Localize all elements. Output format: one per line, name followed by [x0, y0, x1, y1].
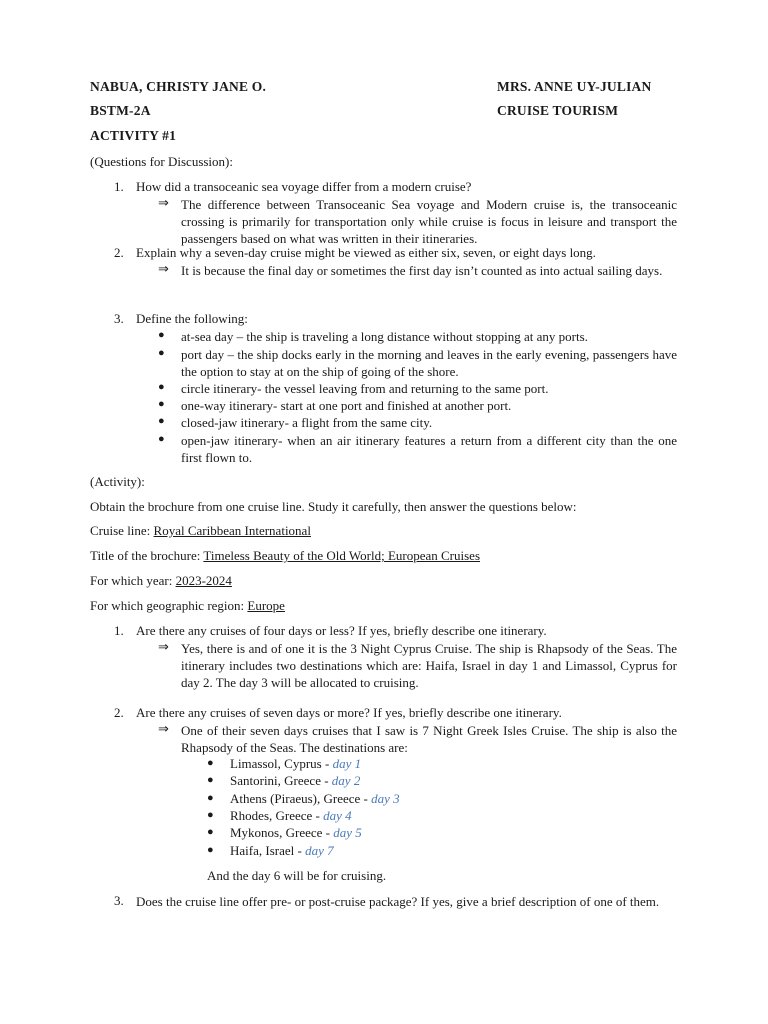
discussion-heading: (Questions for Discussion):: [90, 154, 233, 169]
arrow-icon: ⇒: [158, 722, 169, 737]
destination-item: Santorini, Greece - day 2: [230, 773, 361, 788]
activity-title: ACTIVITY #1: [90, 128, 177, 143]
bullet-icon: ●: [158, 433, 165, 445]
section: BSTM-2A: [90, 103, 151, 118]
activity-answer-1: Yes, there is and of one it is the 3 Night Cyprus Cruise. The ship is Rhapsody of the Seas. The itinerary includes two destinations which are: Haifa, Israel in day 1 and Limassol, Cyprus for day 2. The day 3 will be allocated to cruising.: [181, 641, 677, 690]
destination-item: Rhodes, Greece - day 4: [230, 808, 352, 823]
region-label: For which geographic region:: [90, 598, 248, 613]
definition-item: closed-jaw itinerary- a flight from the same city.: [181, 415, 433, 430]
region-row: [90, 598, 285, 614]
activity-question-3: Does the cruise line offer pre- or post-cruise package? If yes, give a brief description of one of them.: [136, 894, 660, 909]
activity-answer-2: One of their seven days cruises that I saw is 7 Night Greek Isles Cruise. The ship is also the Rhapsody of the Seas. The destinations are:: [181, 723, 677, 755]
bullet-icon: ●: [158, 329, 165, 341]
bullet-icon: ●: [207, 826, 214, 838]
bullet-icon: ●: [158, 415, 165, 427]
activity-question-1: Are there any cruises of four days or less? If yes, briefly describe one itinerary.: [136, 623, 547, 638]
cruising-note: And the day 6 will be for cruising.: [207, 868, 387, 883]
bullet-icon: ●: [207, 844, 214, 856]
arrow-icon: ⇒: [158, 640, 169, 655]
definition-item: open-jaw itinerary- when an air itinerary features a return from a different city than the one first flown to.: [181, 433, 677, 465]
bullet-icon: ●: [207, 809, 214, 821]
bullet-icon: ●: [207, 792, 214, 804]
bullet-icon: ●: [207, 774, 214, 786]
destination-item: Athens (Piraeus), Greece - day 3: [230, 791, 400, 806]
discussion-question-3: Define the following:: [136, 311, 248, 326]
brochure-row: [90, 548, 480, 564]
destination-item: Limassol, Cyprus - day 1: [230, 756, 362, 771]
discussion-answer-2: It is because the final day or sometimes the first day isn’t counted as into actual sailing days.: [181, 263, 663, 278]
bullet-icon: ●: [158, 398, 165, 410]
bullet-icon: ●: [207, 757, 214, 769]
activity-heading: (Activity):: [90, 474, 145, 489]
arrow-icon: ⇒: [158, 262, 169, 277]
question-number: 2.: [114, 705, 124, 720]
question-number: 2.: [114, 245, 124, 260]
question-number: 1.: [114, 623, 124, 638]
destination-item: Haifa, Israel - day 7: [230, 843, 334, 858]
bullet-icon: ●: [158, 381, 165, 393]
discussion-question-2: Explain why a seven-day cruise might be viewed as either six, seven, or eight days long.: [136, 245, 596, 260]
arrow-icon: ⇒: [158, 196, 169, 211]
question-number: 3.: [114, 311, 124, 326]
activity-question-2: Are there any cruises of seven days or more? If yes, briefly describe one itinerary.: [136, 705, 562, 720]
bullet-icon: ●: [158, 347, 165, 359]
year-row: [90, 573, 232, 589]
discussion-question-1: How did a transoceanic sea voyage differ from a modern cruise?: [136, 179, 472, 194]
year-label: For which year:: [90, 573, 176, 588]
cruise-line-label: Cruise line:: [90, 523, 154, 538]
brochure-label: Title of the brochure:: [90, 548, 204, 563]
question-number: 3.: [114, 893, 124, 908]
subject: CRUISE TOURISM: [497, 103, 619, 118]
brochure-value: Timeless Beauty of the Old World; European Cruises: [203, 548, 481, 563]
definition-item: at-sea day – the ship is traveling a long distance without stopping at any ports.: [181, 329, 588, 344]
year-value: 2023-2024: [175, 573, 232, 588]
destination-item: Mykonos, Greece - day 5: [230, 825, 362, 840]
cruise-line-row: [90, 523, 311, 539]
region-value: Europe: [247, 598, 285, 613]
discussion-answer-1: The difference between Transoceanic Sea voyage and Modern cruise is, the transoceanic crossing is primarily for transportation only while cruise is focus in leisure and transport the passengers based on what was written in their itineraries.: [181, 197, 677, 246]
definition-item: one-way itinerary- start at one port and finished at another port.: [181, 398, 512, 413]
student-name: NABUA, CHRISTY JANE O.: [90, 79, 267, 94]
definition-item: circle itinerary- the vessel leaving from and returning to the same port.: [181, 381, 549, 396]
activity-instruction: Obtain the brochure from one cruise line. Study it carefully, then answer the questions below:: [90, 499, 577, 514]
question-number: 1.: [114, 179, 124, 194]
teacher-name: MRS. ANNE UY-JULIAN: [497, 79, 652, 94]
cruise-line-value: Royal Caribbean International: [153, 523, 311, 538]
definition-item: port day – the ship docks early in the morning and leaves in the early evening, passengers have the option to stay at on the ship of going of the shore.: [181, 347, 677, 379]
